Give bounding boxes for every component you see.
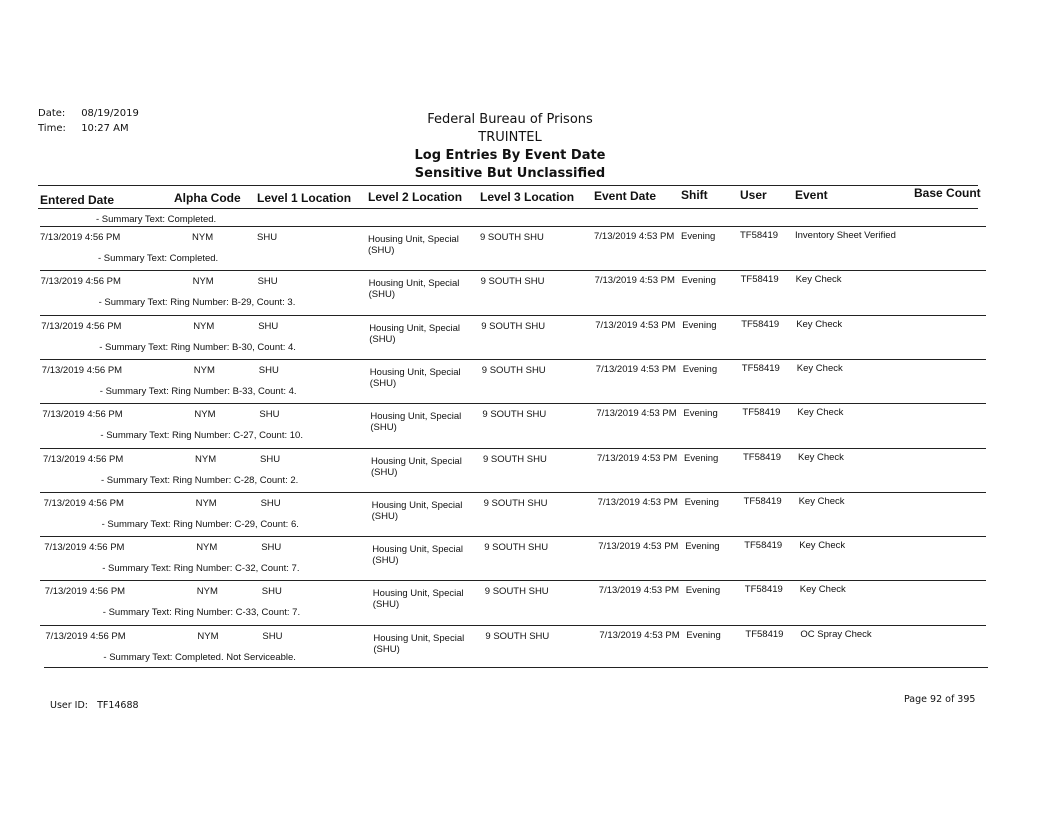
classification: Sensitive But Unclassified xyxy=(414,166,606,181)
entered-date: 7/13/2019 4:56 PM xyxy=(45,630,126,642)
event-date: 7/13/2019 4:53 PM xyxy=(597,496,678,508)
report-title: Log Entries By Event Date xyxy=(414,148,606,163)
report-header xyxy=(380,111,640,183)
col-user: User xyxy=(740,188,767,202)
event: OC Spray Check xyxy=(800,628,872,640)
alpha-code: NYM xyxy=(194,409,216,421)
alpha-code: NYM xyxy=(195,453,217,465)
event-date: 7/13/2019 4:53 PM xyxy=(598,541,679,553)
row-divider xyxy=(40,492,986,493)
alpha-code: NYM xyxy=(192,232,214,243)
col-shift: Shift xyxy=(681,188,708,202)
summary-text: - Summary Text: Completed. xyxy=(98,253,219,264)
level3-location: 9 SOUTH SHU xyxy=(483,497,548,509)
event: Inventory Sheet Verified xyxy=(795,230,896,241)
summary-text: - Summary Text: Ring Number: C-27, Count: 10. xyxy=(100,430,303,442)
date-label: Date: xyxy=(38,108,66,119)
col-entered-date: Entered Date xyxy=(40,193,115,207)
level3-location: 9 SOUTH SHU xyxy=(481,364,546,376)
col-level2: Level 2 Location xyxy=(368,190,463,204)
shift: Evening xyxy=(684,452,719,464)
level3-location: 9 SOUTH SHU xyxy=(481,320,546,332)
alpha-code: NYM xyxy=(196,586,218,598)
table-bottom-rule xyxy=(44,667,988,668)
level1-location: SHU xyxy=(261,586,282,598)
level3-location: 9 SOUTH SHU xyxy=(485,630,550,642)
shift: Evening xyxy=(684,496,719,508)
summary-text: - Summary Text: Ring Number: C-29, Count: 6. xyxy=(101,518,299,530)
user: TF58419 xyxy=(740,274,779,286)
row-divider xyxy=(40,580,986,581)
event-date: 7/13/2019 4:53 PM xyxy=(594,231,675,242)
entered-date: 7/13/2019 4:56 PM xyxy=(41,364,123,376)
page-number: Page 92 of 395 xyxy=(904,694,976,705)
event: Key Check xyxy=(799,540,846,552)
col-event-date: Event Date xyxy=(594,189,657,203)
shift: Evening xyxy=(682,319,717,331)
level2-location: Housing Unit, Special (SHU) xyxy=(369,322,461,345)
entered-date: 7/13/2019 4:56 PM xyxy=(42,409,123,421)
event-date: 7/13/2019 4:53 PM xyxy=(596,408,677,420)
col-level1: Level 1 Location xyxy=(257,191,352,205)
event: Key Check xyxy=(796,318,843,330)
event-date: 7/13/2019 4:53 PM xyxy=(595,363,677,375)
table-row xyxy=(0,270,1056,314)
event-date: 7/13/2019 4:53 PM xyxy=(595,319,676,331)
system-name: TRUINTEL xyxy=(478,130,542,145)
level3-location: 9 SOUTH SHU xyxy=(483,453,547,465)
table-row xyxy=(0,536,1056,580)
summary-text: - Summary Text: Ring Number: B-30, Count: 4. xyxy=(99,341,296,353)
user: TF58419 xyxy=(744,584,783,596)
level2-location: Housing Unit, Special (SHU) xyxy=(369,366,461,389)
entered-date: 7/13/2019 4:56 PM xyxy=(40,276,121,288)
shift: Evening xyxy=(681,231,716,242)
col-base-count: Base Count xyxy=(914,186,981,200)
alpha-code: NYM xyxy=(193,364,215,376)
user: TF58419 xyxy=(743,495,782,507)
user: TF58419 xyxy=(744,540,783,552)
shift: Evening xyxy=(683,408,718,420)
table-row xyxy=(0,492,1056,536)
level1-location: SHU xyxy=(260,453,281,465)
level1-location: SHU xyxy=(262,630,283,642)
level1-location: SHU xyxy=(261,542,282,554)
row-divider xyxy=(40,536,986,537)
table-row xyxy=(0,226,1056,270)
event-date: 7/13/2019 4:53 PM xyxy=(597,452,678,464)
level2-location: Housing Unit, Special (SHU) xyxy=(368,278,460,301)
level3-location: 9 SOUTH SHU xyxy=(484,542,549,554)
entered-date: 7/13/2019 4:56 PM xyxy=(40,232,121,243)
user: TF58419 xyxy=(740,230,779,241)
entered-date: 7/13/2019 4:56 PM xyxy=(44,586,126,598)
event-date: 7/13/2019 4:53 PM xyxy=(594,275,675,287)
summary-text: - Summary Text: Ring Number: C-32, Count: 7. xyxy=(102,563,300,575)
level1-location: SHU xyxy=(258,364,279,376)
summary-text: - Summary Text: Ring Number: B-33, Count: 4. xyxy=(99,385,297,397)
user: TF58419 xyxy=(742,407,781,419)
shift: Evening xyxy=(685,541,720,553)
table-row xyxy=(0,448,1056,492)
entered-date: 7/13/2019 4:56 PM xyxy=(44,542,125,554)
time-label: Time: xyxy=(38,123,66,134)
event-date: 7/13/2019 4:53 PM xyxy=(598,585,680,597)
table-row xyxy=(0,625,1056,669)
time-value: 10:27 AM xyxy=(81,123,129,134)
level2-location: Housing Unit, Special (SHU) xyxy=(371,499,463,522)
level2-location: Housing Unit, Special (SHU) xyxy=(373,632,465,655)
entered-date: 7/13/2019 4:56 PM xyxy=(41,320,122,332)
level1-location: SHU xyxy=(260,497,281,509)
level2-location: Housing Unit, Special (SHU) xyxy=(372,544,464,567)
row-divider xyxy=(40,625,986,626)
user: TF58419 xyxy=(741,318,780,330)
level1-location: SHU xyxy=(257,276,278,288)
report-date xyxy=(38,108,139,119)
column-headers xyxy=(0,186,1056,210)
shift: Evening xyxy=(682,363,718,375)
level2-location: Housing Unit, Special (SHU) xyxy=(370,411,462,434)
table-row xyxy=(0,403,1056,447)
row-divider xyxy=(40,226,986,227)
org-name: Federal Bureau of Prisons xyxy=(427,112,593,127)
header-bottom-rule xyxy=(38,208,978,209)
user-id-value: TF14688 xyxy=(97,700,139,711)
level2-location: Housing Unit, Special (SHU) xyxy=(371,455,462,478)
level1-location: SHU xyxy=(257,232,278,243)
event: Key Check xyxy=(796,362,843,374)
level1-location: SHU xyxy=(259,409,280,421)
col-level3: Level 3 Location xyxy=(480,190,575,204)
event: Key Check xyxy=(797,407,844,419)
event: Key Check xyxy=(798,451,844,463)
summary-text: - Summary Text: Completed. xyxy=(96,214,217,225)
level2-location: Housing Unit, Special (SHU) xyxy=(372,588,464,611)
alpha-code: NYM xyxy=(192,276,214,288)
level3-location: 9 SOUTH SHU xyxy=(480,232,544,243)
summary-text: - Summary Text: Completed. Not Serviceable. xyxy=(103,651,296,663)
summary-text: - Summary Text: Ring Number: C-33, Count: 7. xyxy=(102,607,301,619)
shift: Evening xyxy=(686,629,721,641)
level3-location: 9 SOUTH SHU xyxy=(482,409,547,421)
event: Key Check xyxy=(798,495,845,507)
footer-user xyxy=(50,700,139,711)
table-row xyxy=(0,315,1056,359)
col-alpha-code: Alpha Code xyxy=(174,191,241,205)
level3-location: 9 SOUTH SHU xyxy=(480,276,545,288)
report-time xyxy=(38,123,129,134)
event: Key Check xyxy=(799,584,846,596)
entered-date: 7/13/2019 4:56 PM xyxy=(43,453,124,465)
table-row xyxy=(0,359,1056,403)
alpha-code: NYM xyxy=(195,497,217,509)
user: TF58419 xyxy=(741,362,780,374)
summary-text: - Summary Text: Ring Number: B-29, Count: 3. xyxy=(98,297,296,309)
row-divider xyxy=(40,448,986,449)
row-divider xyxy=(40,315,986,316)
level1-location: SHU xyxy=(258,320,279,332)
level2-location: Housing Unit, Special (SHU) xyxy=(368,234,459,256)
level3-location: 9 SOUTH SHU xyxy=(484,586,549,598)
shift: Evening xyxy=(685,585,721,597)
event: Key Check xyxy=(795,274,842,286)
shift: Evening xyxy=(681,275,716,287)
entered-date: 7/13/2019 4:56 PM xyxy=(43,497,124,509)
row-divider xyxy=(40,270,986,271)
event-date: 7/13/2019 4:53 PM xyxy=(599,629,680,641)
alpha-code: NYM xyxy=(197,630,219,642)
row-divider xyxy=(40,359,986,360)
user-id-label: User ID: xyxy=(50,700,88,711)
summary-text: - Summary Text: Ring Number: C-28, Count: 2. xyxy=(101,474,299,486)
table-row xyxy=(0,580,1056,624)
user: TF58419 xyxy=(743,451,782,463)
date-value: 08/19/2019 xyxy=(81,108,139,119)
col-event: Event xyxy=(795,188,828,202)
alpha-code: NYM xyxy=(196,542,218,554)
alpha-code: NYM xyxy=(193,320,215,332)
user: TF58419 xyxy=(745,628,784,640)
row-divider xyxy=(40,403,986,404)
